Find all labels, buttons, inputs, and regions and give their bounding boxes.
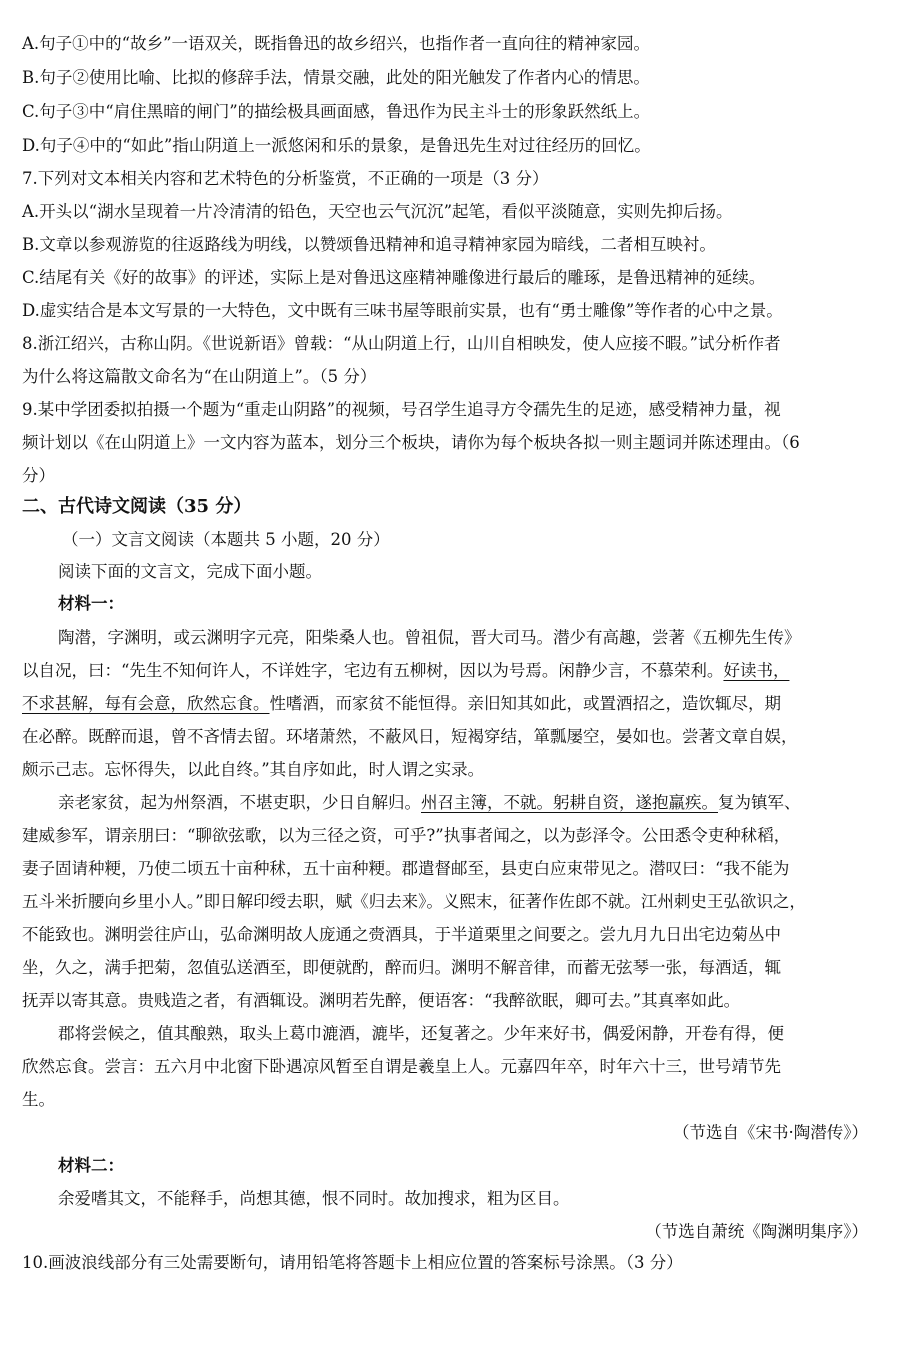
q8-line-1: 8.浙江绍兴，古称山阴。《世说新语》曾载：“从山阴道上行，山川自相映发，使人应接不暇。”试分析作者: [22, 334, 781, 353]
q7-stem: 7.下列对文本相关内容和艺术特色的分析鉴赏，不正确的一项是（3 分）: [22, 169, 549, 188]
q6-option-c: C.句子③中“肩住黑暗的闸门”的描绘极具画面感，鲁迅作为民主斗士的形象跃然纸上。: [22, 102, 651, 121]
m1-p2-line-6: 坐，久之，满手把菊，忽值弘送酒至，即便就酌，醉而归。渊明不解音律，而蓄无弦琴一张，每酒适，辄: [22, 958, 781, 977]
q7-option-c: C.结尾有关《好的故事》的评述，实际上是对鲁迅这座精神雕像进行最后的雕琢，是鲁迅精神的延续。: [22, 268, 766, 287]
m1-p3-line-2: 欣然忘食。尝言：五六月中北窗下卧遇凉风暂至自谓是羲皇上人。元嘉四年卒，时年六十三，世号靖节先: [22, 1057, 781, 1076]
material-1-label: 材料一：: [58, 594, 124, 613]
m1-p2-line-7: 抚弄以寄其意。贵贱造之者，有酒辄设。渊明若先醉，便语客：“我醉欲眠，卿可去。”其真率如此。: [22, 991, 741, 1010]
m1-p1-line-3-text: 性嗜酒，而家贫不能恒得。亲旧知其如此，或置酒招之，造饮辄尽，期: [269, 694, 781, 713]
m1-p2-line-2: 建威参军，谓亲朋曰：“聊欲弦歌，以为三径之资，可乎?”执事者闻之，以为彭泽令。公田悉令吏种秫稻，: [22, 826, 791, 845]
q9-line-3: 分）: [22, 466, 55, 485]
m1-p1-line-3: [22, 693, 878, 715]
q9-line-2: 频计划以《在山阴道上》一文内容为蓝本，划分三个板块，请你为每个板块各拟一则主题词并陈述理由。（6: [22, 433, 800, 452]
m1-p2-line-4: 五斗米折腰向乡里小人。”即日解印绶去职，赋《归去来》。义熙末，征著作佐郎不就。江州刺史王弘欲识之，: [22, 892, 806, 911]
m1-p2-line-1-text: 亲老家贫，起为州祭酒，不堪吏职，少日自解归。: [58, 793, 421, 812]
m1-p1-line-4: 在必醉。既醉而退，曾不吝情去留。环堵萧然，不蔽风日，短褐穿结，箪瓢屡空，晏如也。尝著文章自娱，: [22, 727, 798, 746]
section-instruction: 阅读下面的文言文，完成下面小题。: [58, 562, 322, 581]
material-2-text: 余爱嗜其文，不能释手，尚想其德，恨不同时。故加搜求，粗为区目。: [58, 1189, 570, 1208]
material-2-label: 材料二：: [58, 1156, 124, 1175]
m1-p1-line-5: 颇示己志。忘怀得失，以此自终。”其自序如此，时人谓之实录。: [22, 760, 485, 779]
m1-p1-line-1: 陶潜，字渊明，或云渊明字元亮，阳柴桑人也。曾祖侃，晋大司马。潜少有高趣，尝著《五柳先生传》: [58, 628, 801, 647]
q8-line-2: 为什么将这篇散文命名为“在山阴道上”。（5 分）: [22, 367, 377, 386]
m1-p1-line-2: [22, 660, 878, 682]
m1-p3-line-3: 生。: [22, 1090, 55, 1109]
underlined-sentence: 州召主簿，不就。躬耕自资，遂抱羸疾。: [421, 793, 718, 812]
q10-stem: 10.画波浪线部分有三处需要断句，请用铅笔将答题卡上相应位置的答案标号涂黑。（3 分）: [22, 1253, 683, 1272]
q7-option-d: D.虚实结合是本文写景的一大特色，文中既有三味书屋等眼前实景，也有“勇士雕像”等作者的心中之景。: [22, 301, 783, 320]
q9-line-1: 9.某中学团委拟拍摄一个题为“重走山阴路”的视频，号召学生追寻方令孺先生的足迹，感受精神力量，视: [22, 400, 781, 419]
m1-p2-line-5: 不能致也。渊明尝往庐山，弘命渊明故人庞通之赍酒具，于半道栗里之间要之。尝九月九日出宅边菊丛中: [22, 925, 781, 944]
m1-p1-line-2-text: 以自况，曰：“先生不知何许人，不详姓字，宅边有五柳树，因以为号焉。闲静少言，不慕荣利。: [22, 661, 724, 680]
q7-option-a: A.开头以“湖水呈现着一片冷清清的铅色，天空也云气沉沉”起笔，看似平淡随意，实则先抑后扬。: [22, 202, 733, 221]
material-2-source: （节选自萧统《陶渊明集序》）: [645, 1222, 868, 1241]
q6-option-b: B.句子②使用比喻、比拟的修辞手法，情景交融，此处的阳光触发了作者内心的情思。: [22, 68, 650, 87]
q7-option-b: B.文章以参观游览的往返路线为明线，以赞颂鲁迅精神和追寻精神家园为暗线，二者相互映衬。: [22, 235, 716, 254]
section-title: 二、古代诗文阅读（35 分）: [22, 496, 252, 517]
m1-p3-line-1: 郡将尝候之，值其酿熟，取头上葛巾漉酒，漉毕，还复著之。少年来好书，偶爱闲静，开卷有得，便: [58, 1024, 784, 1043]
material-1-source: （节选自《宋书·陶潜传》）: [673, 1123, 868, 1142]
m1-p2-line-1: [58, 792, 878, 814]
wavy-underline-segment: 不求甚解，每有会意，欣然忘食。: [22, 694, 270, 713]
q6-option-d: D.句子④中的“如此”指山阴道上一派悠闲和乐的景象，是鲁迅先生对过往经历的回忆。: [22, 136, 651, 155]
m1-p2-line-1-tail: 复为镇军、: [718, 793, 801, 812]
m1-p2-line-3: 妻子固请种粳，乃使二顷五十亩种秫，五十亩种粳。郡遣督邮至，县吏白应束带见之。潜叹曰：“我不能为: [22, 859, 790, 878]
q6-option-a: A.句子①中的“故乡”一语双关，既指鲁迅的故乡绍兴，也指作者一直向往的精神家园。: [22, 34, 651, 53]
wavy-underline-segment: 好读书，: [723, 661, 790, 680]
section-subtitle: （一）文言文阅读（本题共 5 小题，20 分）: [62, 530, 390, 549]
